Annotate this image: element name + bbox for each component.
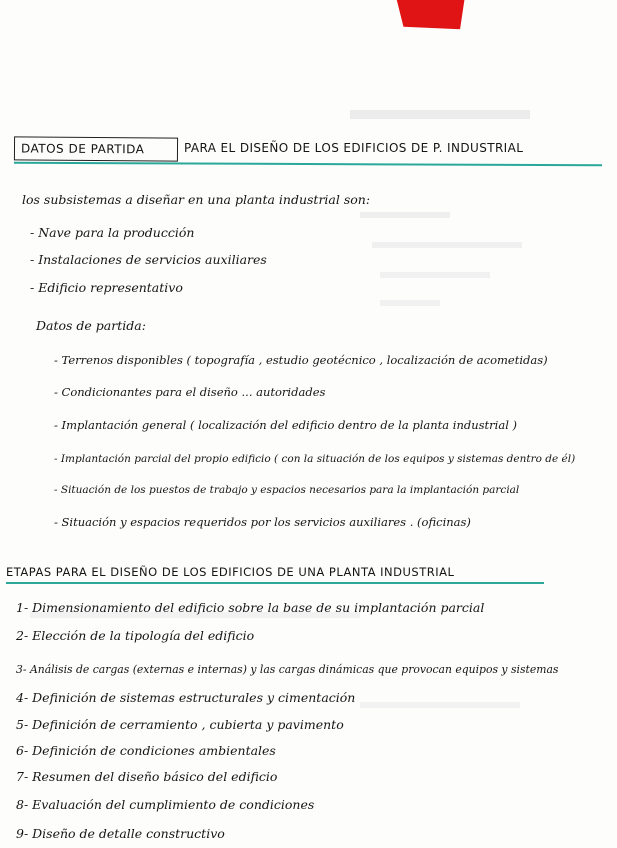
title-underline — [14, 162, 602, 166]
etapa-item: 1- Dimensionamiento del edificio sobre la base de su implantación parcial — [16, 600, 485, 615]
datos-item: - Implantación parcial del propio edificio ( con la situación de los equipos y sistemas dentro de él) — [54, 453, 576, 465]
etapa-item: 5- Definición de cerramiento , cubierta y pavimento — [16, 717, 344, 732]
section-underline — [6, 582, 544, 584]
etapa-item: 8- Evaluación del cumplimiento de condiciones — [16, 797, 315, 812]
subsystem-item: - Nave para la producción — [30, 225, 195, 240]
datos-item: - Implantación general ( localización del edificio dentro de la planta industrial ) — [54, 418, 518, 432]
etapa-item: 6- Definición de condiciones ambientales — [16, 743, 276, 758]
etapa-item: 2- Elección de la tipología del edificio — [16, 628, 255, 643]
datos-item: - Situación y espacios requeridos por los servicios auxiliares . (oficinas) — [54, 515, 471, 529]
datos-item: - Condicionantes para el diseño ... autoridades — [54, 385, 326, 399]
etapa-item: 9- Diseño de detalle constructivo — [16, 826, 225, 841]
datos-label: Datos de partida: — [36, 318, 146, 333]
boxed-title: DATOS DE PARTIDA — [20, 141, 145, 157]
red-tape-corner — [396, 0, 470, 36]
subsystem-item: - Instalaciones de servicios auxiliares — [30, 252, 267, 267]
subsystem-item: - Edificio representativo — [30, 280, 183, 295]
etapa-item: 3- Análisis de cargas (externas e internas) y las cargas dinámicas que provocan equipos y sistemas — [16, 663, 559, 676]
datos-item: - Terrenos disponibles ( topografía , estudio geotécnico , localización de acometidas) — [54, 353, 548, 367]
datos-item: - Situación de los puestos de trabajo y espacios necesarios para la implantación parcial — [54, 484, 520, 496]
etapa-item: 4- Definición de sistemas estructurales y cimentación — [16, 690, 356, 705]
page-title: PARA EL DISEÑO DE LOS EDIFICIOS DE P. INDUSTRIAL — [184, 141, 524, 155]
intro-text: los subsistemas a diseñar en una planta industrial son: — [22, 192, 371, 207]
title-box — [14, 136, 178, 161]
etapa-item: 7- Resumen del diseño básico del edificio — [16, 769, 278, 784]
section-title: ETAPAS PARA EL DISEÑO DE LOS EDIFICIOS DE UNA PLANTA INDUSTRIAL — [6, 565, 455, 579]
